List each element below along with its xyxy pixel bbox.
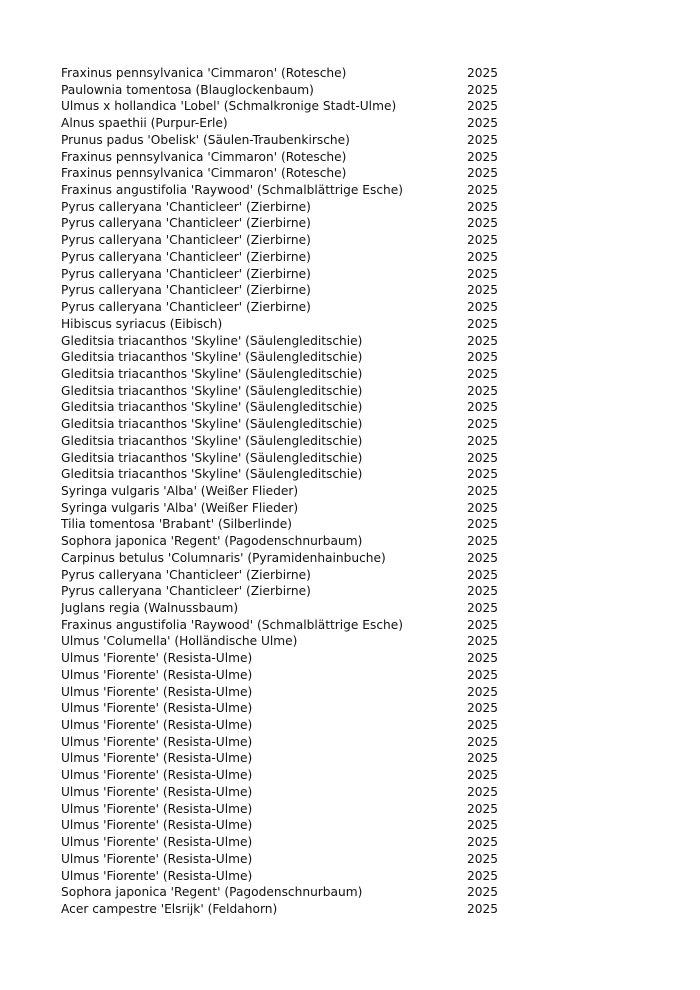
- tree-name: Ulmus 'Fiorente' (Resista-Ulme): [61, 835, 253, 850]
- tree-name: Syringa vulgaris 'Alba' (Weißer Flieder): [61, 483, 299, 498]
- planting-year: 2025: [467, 417, 499, 432]
- planting-year: 2025: [467, 266, 499, 281]
- table-row: [61, 232, 511, 249]
- planting-year: 2025: [467, 166, 499, 181]
- planting-year: 2025: [467, 818, 499, 833]
- tree-name: Syringa vulgaris 'Alba' (Weißer Flieder): [61, 500, 299, 515]
- table-row: [61, 466, 511, 483]
- planting-year: 2025: [467, 500, 499, 515]
- planting-year: 2025: [467, 851, 499, 866]
- tree-name: Fraxinus pennsylvanica 'Cimmaron' (Rotesche): [61, 149, 347, 164]
- table-row: [61, 784, 511, 801]
- table-row: [61, 633, 511, 650]
- planting-year: 2025: [467, 584, 499, 599]
- table-row: [61, 801, 511, 818]
- tree-name: Pyrus calleryana 'Chanticleer' (Zierbirne): [61, 249, 311, 264]
- table-row: [61, 684, 511, 701]
- planting-year: 2025: [467, 82, 499, 97]
- planting-year: 2025: [467, 718, 499, 733]
- tree-name: Fraxinus angustifolia 'Raywood' (Schmalblättrige Esche): [61, 183, 403, 198]
- tree-name: Juglans regia (Walnussbaum): [61, 601, 239, 615]
- planting-year: 2025: [467, 467, 499, 482]
- tree-name: Gleditsia triacanthos 'Skyline' (Säulengleditschie): [61, 400, 363, 415]
- tree-name: Ulmus 'Columella' (Holländische Ulme): [61, 634, 298, 649]
- planting-year: 2025: [467, 132, 499, 147]
- table-row: [61, 215, 511, 232]
- tree-name: Ulmus 'Fiorente' (Resista-Ulme): [61, 784, 253, 799]
- table-row: [61, 533, 511, 550]
- tree-name: Gleditsia triacanthos 'Skyline' (Säulengleditschie): [61, 383, 363, 398]
- tree-name: Fraxinus angustifolia 'Raywood' (Schmalblättrige Esche): [61, 617, 403, 632]
- planting-year: 2025: [467, 901, 499, 916]
- tree-name: Gleditsia triacanthos 'Skyline' (Säulengleditschie): [61, 417, 363, 432]
- tree-list: [61, 65, 511, 918]
- planting-year: 2025: [467, 601, 499, 615]
- table-row: [61, 65, 511, 82]
- planting-year: 2025: [467, 885, 499, 900]
- table-row: [61, 583, 511, 600]
- planting-year: 2025: [467, 835, 499, 850]
- planting-year: 2025: [467, 99, 499, 114]
- planting-year: 2025: [467, 784, 499, 799]
- table-row: [61, 249, 511, 266]
- tree-name: Ulmus 'Fiorente' (Resista-Ulme): [61, 651, 253, 666]
- tree-name: Alnus spaethii (Purpur-Erle): [61, 116, 228, 131]
- planting-year: 2025: [467, 433, 499, 448]
- planting-year: 2025: [467, 283, 499, 298]
- planting-year: 2025: [467, 801, 499, 816]
- tree-name: Pyrus calleryana 'Chanticleer' (Zierbirne): [61, 216, 311, 231]
- table-row: [61, 667, 511, 684]
- table-row: [61, 165, 511, 182]
- table-row: [61, 650, 511, 667]
- table-row: [61, 567, 511, 584]
- table-row: [61, 182, 511, 199]
- tree-name: Gleditsia triacanthos 'Skyline' (Säulengleditschie): [61, 433, 363, 448]
- tree-name: Gleditsia triacanthos 'Skyline' (Säulengleditschie): [61, 333, 363, 348]
- table-row: [61, 450, 511, 467]
- tree-name: Ulmus 'Fiorente' (Resista-Ulme): [61, 801, 253, 816]
- planting-year: 2025: [467, 768, 499, 783]
- tree-name: Ulmus 'Fiorente' (Resista-Ulme): [61, 684, 253, 699]
- tree-name: Ulmus 'Fiorente' (Resista-Ulme): [61, 701, 253, 716]
- planting-year: 2025: [467, 751, 499, 766]
- planting-year: 2025: [467, 617, 499, 632]
- table-row: [61, 617, 511, 634]
- planting-year: 2025: [467, 116, 499, 131]
- tree-name: Pyrus calleryana 'Chanticleer' (Zierbirne): [61, 199, 311, 214]
- tree-name: Paulownia tomentosa (Blauglockenbaum): [61, 82, 314, 97]
- tree-name: Carpinus betulus 'Columnaris' (Pyramidenhainbuche): [61, 550, 386, 565]
- table-row: [61, 199, 511, 216]
- tree-name: Ulmus 'Fiorente' (Resista-Ulme): [61, 718, 253, 733]
- planting-year: 2025: [467, 701, 499, 716]
- planting-year: 2025: [467, 517, 499, 532]
- table-row: [61, 851, 511, 868]
- tree-name: Pyrus calleryana 'Chanticleer' (Zierbirne): [61, 266, 311, 281]
- planting-year: 2025: [467, 651, 499, 666]
- table-row: [61, 433, 511, 450]
- planting-year: 2025: [467, 149, 499, 164]
- table-row: [61, 500, 511, 517]
- planting-year: 2025: [467, 366, 499, 381]
- table-row: [61, 333, 511, 350]
- table-row: [61, 266, 511, 283]
- table-row: [61, 282, 511, 299]
- tree-name: Ulmus x hollandica 'Lobel' (Schmalkronige Stadt-Ulme): [61, 99, 397, 114]
- tree-name: Pyrus calleryana 'Chanticleer' (Zierbirne): [61, 300, 311, 315]
- table-row: [61, 98, 511, 115]
- tree-name: Gleditsia triacanthos 'Skyline' (Säulengleditschie): [61, 467, 363, 482]
- planting-year: 2025: [467, 199, 499, 214]
- planting-year: 2025: [467, 868, 499, 883]
- tree-name: Ulmus 'Fiorente' (Resista-Ulme): [61, 868, 253, 883]
- planting-year: 2025: [467, 233, 499, 248]
- planting-year: 2025: [467, 350, 499, 365]
- table-row: [61, 767, 511, 784]
- planting-year: 2025: [467, 734, 499, 749]
- table-row: [61, 734, 511, 751]
- tree-name: Ulmus 'Fiorente' (Resista-Ulme): [61, 851, 253, 866]
- table-row: [61, 299, 511, 316]
- table-row: [61, 817, 511, 834]
- table-row: [61, 717, 511, 734]
- planting-year: 2025: [467, 567, 499, 582]
- planting-year: 2025: [467, 316, 499, 331]
- planting-year: 2025: [467, 66, 499, 80]
- tree-name: Pyrus calleryana 'Chanticleer' (Zierbirne): [61, 567, 311, 582]
- planting-year: 2025: [467, 550, 499, 565]
- planting-year: 2025: [467, 249, 499, 264]
- table-row: [61, 383, 511, 400]
- table-row: [61, 416, 511, 433]
- table-row: [61, 132, 511, 149]
- table-row: [61, 884, 511, 901]
- tree-name: Ulmus 'Fiorente' (Resista-Ulme): [61, 818, 253, 833]
- tree-name: Acer campestre 'Elsrijk' (Feldahorn): [61, 901, 278, 916]
- table-row: [61, 483, 511, 500]
- tree-name: Pyrus calleryana 'Chanticleer' (Zierbirne): [61, 233, 311, 248]
- planting-year: 2025: [467, 333, 499, 348]
- tree-name: Gleditsia triacanthos 'Skyline' (Säulengleditschie): [61, 350, 363, 365]
- table-row: [61, 316, 511, 333]
- tree-name: Pyrus calleryana 'Chanticleer' (Zierbirne): [61, 584, 311, 599]
- tree-name: Sophora japonica 'Regent' (Pagodenschnurbaum): [61, 885, 363, 900]
- planting-year: 2025: [467, 534, 499, 549]
- planting-year: 2025: [467, 684, 499, 699]
- tree-name: Gleditsia triacanthos 'Skyline' (Säulengleditschie): [61, 366, 363, 381]
- table-row: [61, 901, 511, 918]
- tree-name: Ulmus 'Fiorente' (Resista-Ulme): [61, 751, 253, 766]
- tree-name: Sophora japonica 'Regent' (Pagodenschnurbaum): [61, 534, 363, 549]
- table-row: [61, 600, 511, 617]
- table-row: [61, 700, 511, 717]
- tree-name: Hibiscus syriacus (Eibisch): [61, 316, 223, 331]
- tree-name: Gleditsia triacanthos 'Skyline' (Säulengleditschie): [61, 450, 363, 465]
- table-row: [61, 115, 511, 132]
- table-row: [61, 82, 511, 99]
- table-row: [61, 834, 511, 851]
- planting-year: 2025: [467, 183, 499, 198]
- table-row: [61, 550, 511, 567]
- planting-year: 2025: [467, 667, 499, 682]
- planting-year: 2025: [467, 483, 499, 498]
- planting-year: 2025: [467, 400, 499, 415]
- table-row: [61, 399, 511, 416]
- tree-name: Ulmus 'Fiorente' (Resista-Ulme): [61, 667, 253, 682]
- tree-name: Fraxinus pennsylvanica 'Cimmaron' (Rotesche): [61, 166, 347, 181]
- table-row: [61, 149, 511, 166]
- tree-name: Fraxinus pennsylvanica 'Cimmaron' (Rotesche): [61, 66, 347, 80]
- table-row: [61, 366, 511, 383]
- planting-year: 2025: [467, 216, 499, 231]
- tree-name: Pyrus calleryana 'Chanticleer' (Zierbirne): [61, 283, 311, 298]
- table-row: [61, 516, 511, 533]
- tree-name: Ulmus 'Fiorente' (Resista-Ulme): [61, 768, 253, 783]
- tree-name: Tilia tomentosa 'Brabant' (Silberlinde): [61, 517, 292, 532]
- tree-name: Ulmus 'Fiorente' (Resista-Ulme): [61, 734, 253, 749]
- table-row: [61, 349, 511, 366]
- table-row: [61, 750, 511, 767]
- planting-year: 2025: [467, 383, 499, 398]
- tree-name: Prunus padus 'Obelisk' (Säulen-Traubenkirsche): [61, 132, 350, 147]
- planting-year: 2025: [467, 450, 499, 465]
- planting-year: 2025: [467, 634, 499, 649]
- table-row: [61, 868, 511, 885]
- planting-year: 2025: [467, 300, 499, 315]
